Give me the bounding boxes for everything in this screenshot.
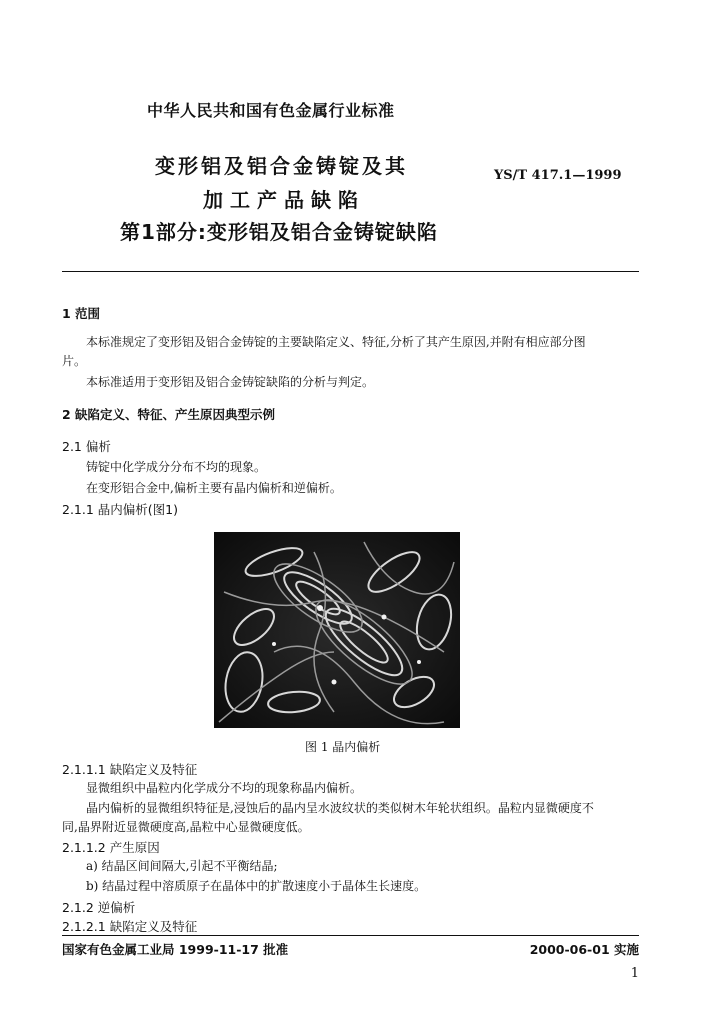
footer-divider (62, 935, 639, 936)
section-2-1-1-2-heading: 2.1.1.2 产生原因 (62, 840, 160, 855)
section-2-1-2-heading: 2.1.2 逆偏析 (62, 900, 136, 915)
approval-date: 国家有色金属工业局 1999-11-17 批准 (62, 942, 289, 957)
title-line-1: 变形铝及铝合金铸锭及其 (155, 154, 408, 178)
title-line-2: 加工产品缺陷 (203, 188, 365, 212)
standard-number: YS/T 417.1—1999 (494, 168, 622, 183)
section-1-paragraph-1-cont: 片。 (62, 354, 87, 368)
micrograph-image (214, 532, 460, 728)
micrograph-figure (214, 532, 460, 728)
section-2-1-1-1-paragraph-1: 显微组织中晶粒内化学成分不均的现象称晶内偏析。 (86, 781, 363, 795)
section-2-1-1-1-paragraph-2-cont: 同,晶界附近显微硬度高,晶粒中心显微硬度低。 (62, 820, 310, 834)
figure-caption: 图 1 晶内偏析 (305, 740, 381, 754)
header-divider (62, 271, 639, 272)
page-number: 1 (630, 966, 639, 981)
section-2-1-1-2-item-b: b) 结晶过程中溶质原子在晶体中的扩散速度小于晶体生长速度。 (86, 879, 427, 893)
section-2-1-paragraph-1: 铸锭中化学成分分布不均的现象。 (86, 460, 267, 474)
section-1-paragraph-1: 本标准规定了变形铝及铝合金铸锭的主要缺陷定义、特征,分析了其产生原因,并附有相应部分图 (86, 335, 586, 349)
section-1-heading: 1 范围 (62, 306, 101, 321)
section-2-1-1-heading: 2.1.1 晶内偏析(图1) (62, 502, 178, 517)
section-1-paragraph-2: 本标准适用于变形铝及铝合金铸锭缺陷的分析与判定。 (86, 375, 375, 389)
section-2-1-1-1-heading: 2.1.1.1 缺陷定义及特征 (62, 762, 198, 777)
title-line-3: 第1部分:变形铝及铝合金铸锭缺陷 (120, 220, 438, 244)
section-2-1-2-1-heading: 2.1.2.1 缺陷定义及特征 (62, 919, 198, 934)
section-2-1-paragraph-2: 在变形铝合金中,偏析主要有晶内偏析和逆偏析。 (86, 481, 342, 495)
section-2-heading: 2 缺陷定义、特征、产生原因典型示例 (62, 407, 276, 422)
implementation-date: 2000-06-01 实施 (529, 942, 639, 957)
standard-body-name: 中华人民共和国有色金属行业标准 (147, 101, 395, 120)
section-2-1-1-1-paragraph-2: 晶内偏析的显微组织特征是,浸蚀后的晶内呈水波纹状的类似树木年轮状组织。晶粒内显微硬度不 (86, 801, 594, 815)
section-2-1-heading: 2.1 偏析 (62, 439, 111, 454)
section-2-1-1-2-item-a: a) 结晶区间间隔大,引起不平衡结晶; (86, 859, 278, 873)
